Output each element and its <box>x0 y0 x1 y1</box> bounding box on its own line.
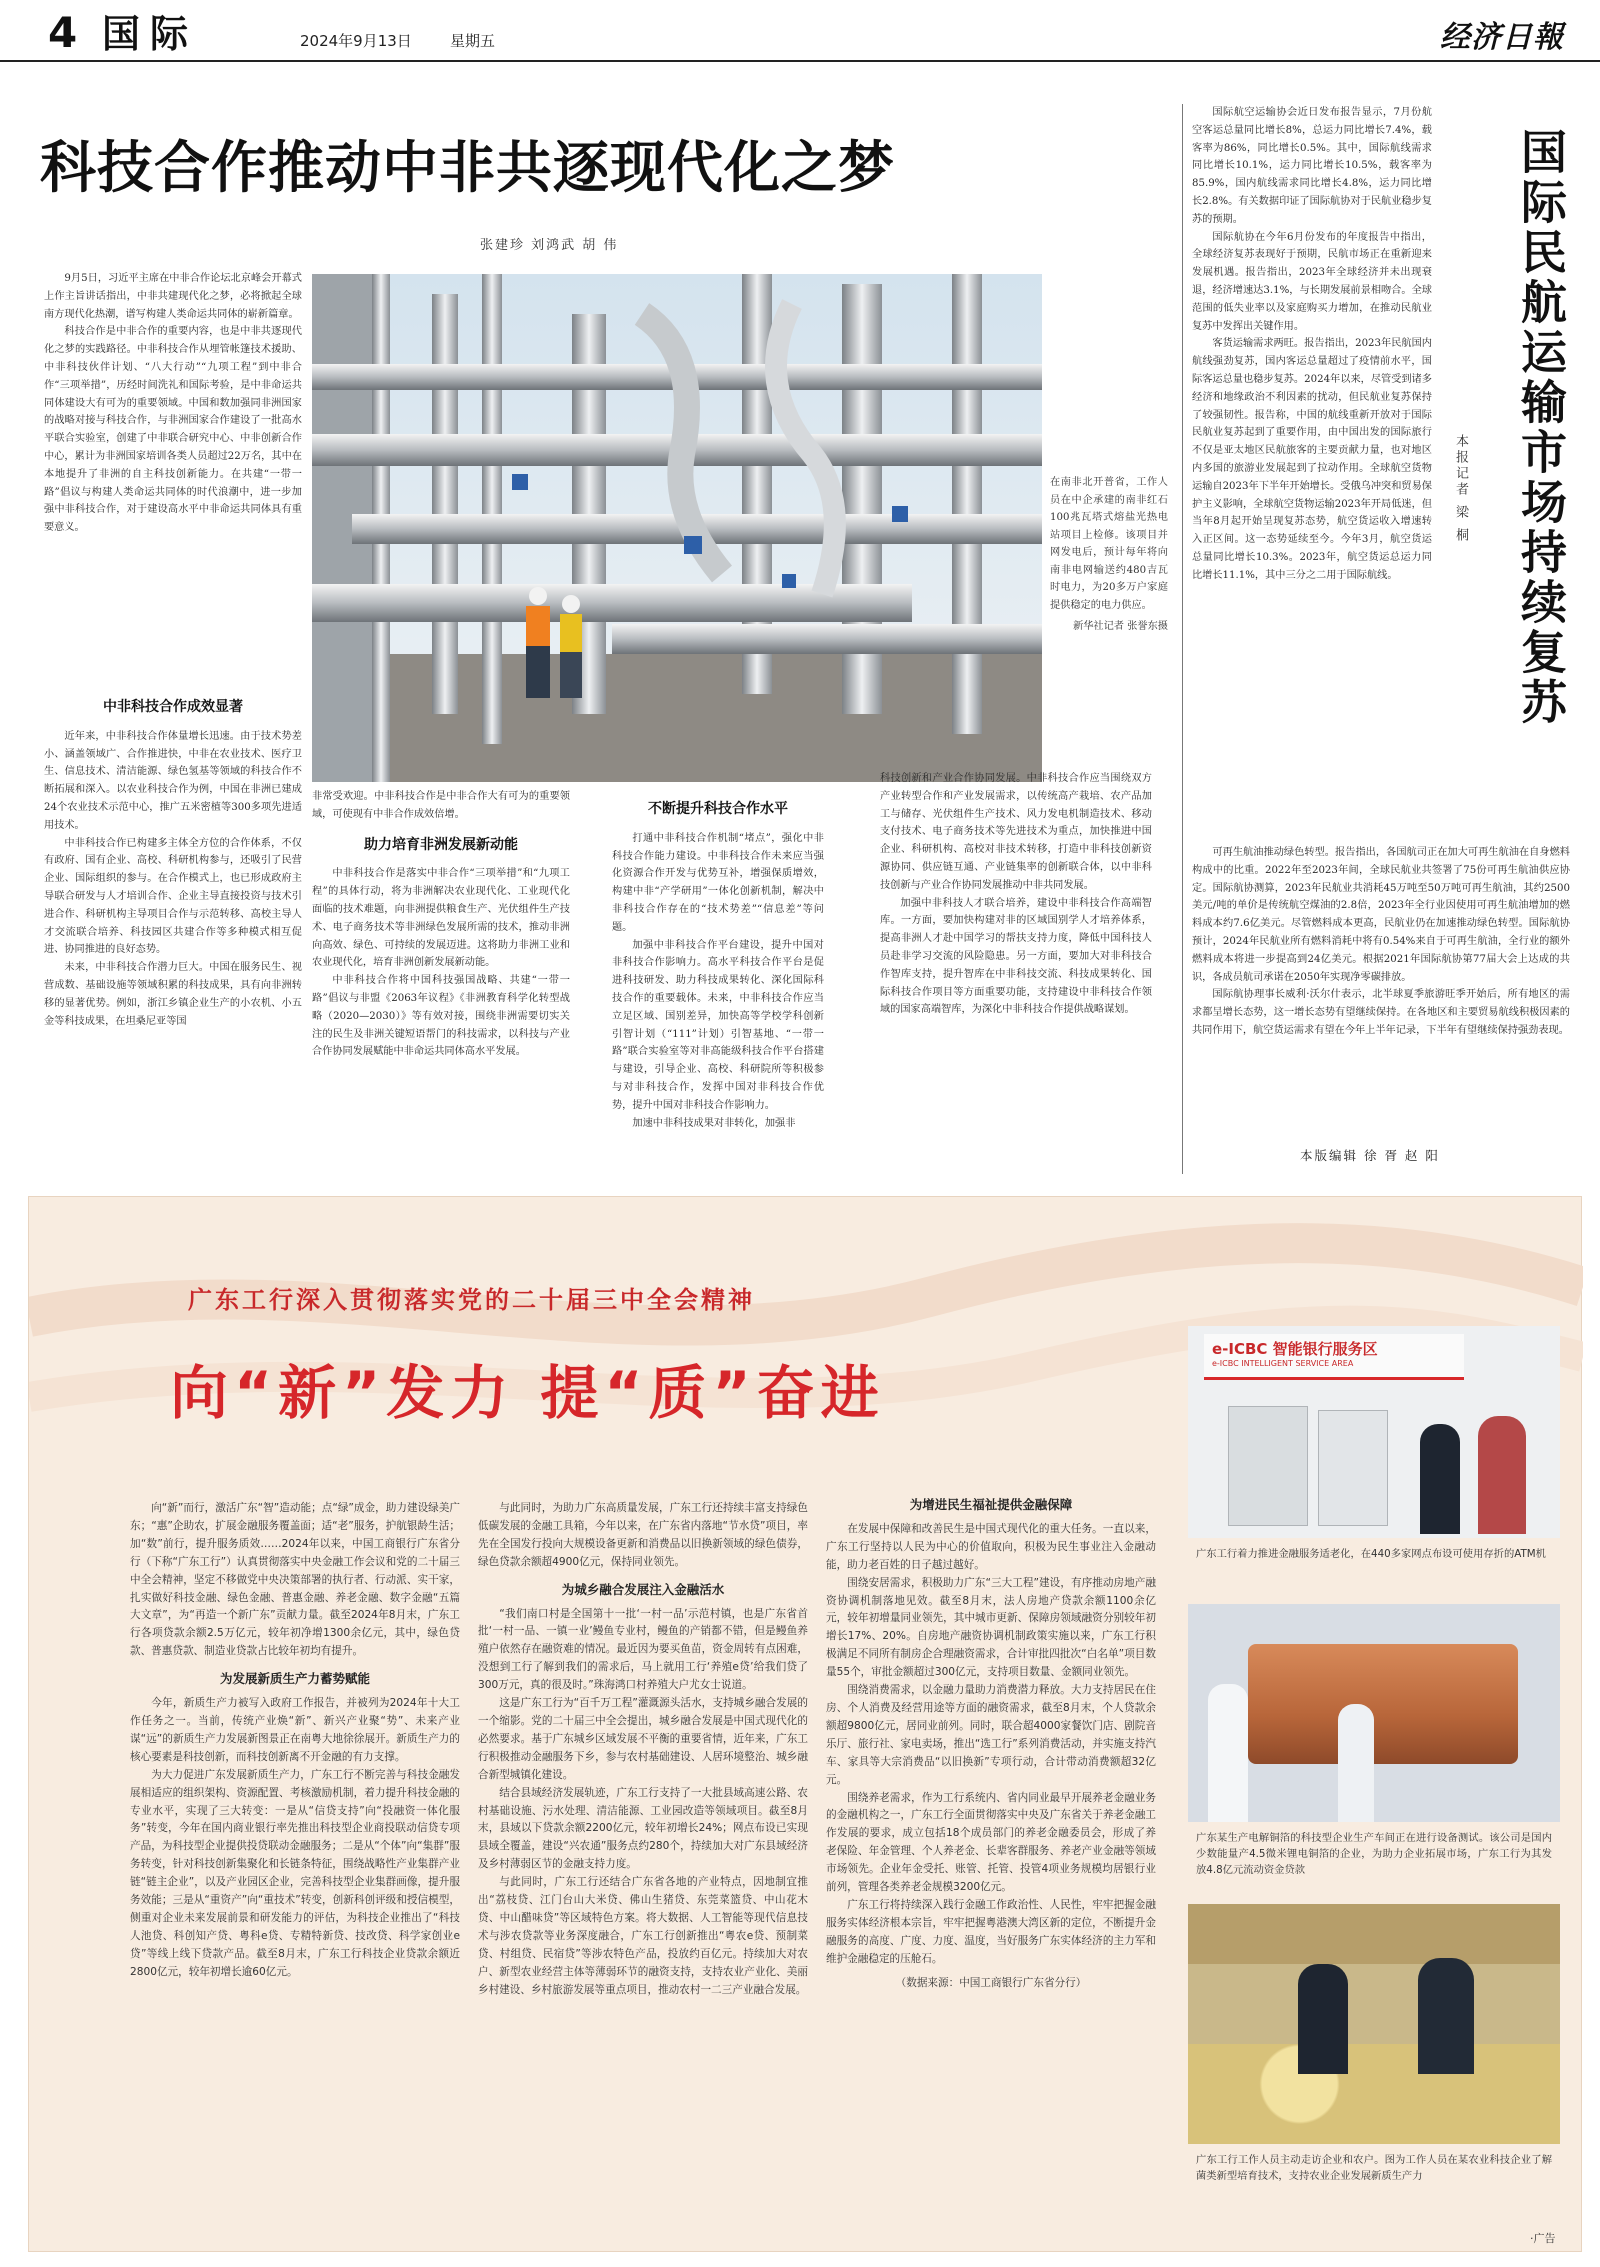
photo-caption-1 <box>1196 1546 1552 1594</box>
lead-byline: 张建珍 刘鸿武 胡 伟 <box>480 238 619 253</box>
lead-subheading-1: 中非科技合作成效显著 <box>103 699 243 715</box>
advert-para-6: 这是广东工行为“百千万工程”灌溉源头活水，支持城乡融合发展的一个缩影。党的二十届三中全会提出，城乡融合发展是中国式现代化的必然要求。基于广东城乡区域发展不平衡的重要省情，近年来，广东工行积极推动金融服务下乡，参与农村基础建设、人居环境整治、城乡融合新型城镇化建设。 <box>478 1697 808 1781</box>
advert-column-3 <box>826 1496 1156 2236</box>
advert-para-8: 与此同时，广东工行还结合广东省各地的产业特点，因地制宜推出“荔枝贷、江门台山大米贷、佛山生猪贷、东莞菜篮贷、中山花木贷、中山醋味贷”等区域特色方案。将大数据、人工智能等现代信息技术与涉农贷款等业务深度融合，广东工行创新推出“粤农e贷、预制菜贷、村组贷、民宿贷”等涉农特色产品，投放约百亿元。持续加大对农户、新型农业经营主体等薄弱环节的融资支持，支持农业产业化、美丽乡村建设、乡村旅游发展等重点项目，推动农村一二三产业融合发展。 <box>478 1876 808 1996</box>
aviation-para-3: 客货运输需求两旺。报告指出，2023年民航国内航线强劲复苏，国内客运总量超过了疫情前水平，国际客运总量也稳步复苏。2024年以来，尽管受到诸多经济和地缘政治不利因素的扰动，但民航业复苏保持了较强韧性。报告称，中国的航线重新开放对于国际民航业复苏起到了重要作用，由中国出发的国际旅行不仅是亚太地区民航旅客的主要贡献力量，也对地区内多国的旅游业发展起到了拉动作用。全球航空货物运输自2023年下半年开始增长。受俄乌冲突和贸易保护主义影响，全球航空货物运输2023年开局低迷，但当年8月起开始呈现复苏态势，航空货运收入增速转入正区间。这一态势延续至今。今年3月，航空货运总量同比增长10.3%。2023年，航空货运总运力同比增长11.1%，其中三分之二用于国际航线。 <box>1192 338 1432 581</box>
lead-para-f: 中非科技合作将中国科技强国战略、共建“一带一路”倡议与非盟《2063年议程》《非洲教育科学化转型战略（2020—2030）》等有效对接，围绕非洲需要切实关注的民生及非洲关键短语帮门的科技需求，以科技与产业合作协同发展赋能中非命运共同体高水平发展。 <box>312 975 570 1058</box>
atm-machine <box>1228 1406 1308 1526</box>
aviation-byline: 本报记者 梁 桐 <box>1453 434 1468 545</box>
bank-sign-subtext: e-ICBC INTELLIGENT SERVICE AREA <box>1212 1359 1354 1368</box>
lead-para-g: 打通中非科技合作机制“堵点”，强化中非科技合作能力建设。中非科技合作未来应当强化资源合作开发与优势互补，增强保质增效，构建中非“产学研用”一体化创新机制，解决中非科技合作存在的“技术势差”“信息差”等问题。 <box>612 832 824 933</box>
advert-kicker: 广东工行深入贯彻落实党的二十届三中全会精神 <box>188 1286 755 1314</box>
photo-caption-3-text: 广东工行工作人员主动走访企业和农户。图为工作人员在某农业科技企业了解菌类新型培育技术，支持农业企业发展新质生产力 <box>1196 2154 1552 2182</box>
aviation-para-5: 国际航协理事长威利·沃尔什表示，北半球夏季旅游旺季开始后，所有地区的需求都呈增长态势，这一增长态势有望继续保持。在各地区和主要贸易航线积极因素的共同作用下，航空货运需求有望在今年上半年记录，下半年有望继续保持强劲表现。 <box>1192 989 1570 1036</box>
photo-caption-2 <box>1196 1830 1552 1894</box>
photo-caption-2-text: 广东某生产电解铜箔的科技型企业生产车间正在进行设备测试。该公司是国内少数能量产4.5微米锂电铜箔的企业，为助力企业拓展市场，广东工行为其发放4.8亿元流动资金贷款 <box>1196 1832 1552 1876</box>
lead-intro-para-1: 9月5日，习近平主席在中非合作论坛北京峰会开幕式上作主旨讲话指出，中非共建现代化之梦，必将掀起全球南方现代化热潮，谱写构建人类命运共同体的崭新篇章。 <box>44 273 302 320</box>
lead-intro-para-2: 科技合作是中非合作的重要内容，也是中非共逐现代化之梦的实践路径。中非科技合作从埋管帐篷技术援助、中非科技伙伴计划、“八大行动”“九项工程”到中非合作“三项举措”，历经时间洗礼和国际考验，是中非命运共同体建设大有可为的重要领域。中国和数加强同非洲国家的战略对接与科技合作，与非洲国家合作建设了一批高水平联合实验室，创建了中非联合研究中心、中非创新合作中心，累计为非洲国家培训各类人员超过22万名，其中在本地提升了非洲的自主科技创新能力。在共建“一带一路”倡议与构建人类命运共同体的时代浪潮中，进一步加强中非科技合作，对于建设高水平中非命运共同体具有重要意义。 <box>44 326 302 534</box>
advert-source: （数据来源：中国工商银行广东省分行） <box>895 1976 1087 1989</box>
aviation-para-4: 可再生航油推动绿色转型。报告指出，各国航司正在加大可再生航油在自身燃料构成中的比重。2022年至2023年间，全球民航业共签署了75份可再生航油供应协定。国际航协测算，2023年民航业共消耗45万吨至50万吨可再生航油，其约2500美元/吨的单价是传统航空煤油的2.8倍，2023年全行业因使用可再生航油增加的燃料成本约7.6亿美元。尽管燃料成本更高，民航业仍在加速推动绿色转型。国际航协预计，2024年民航业所有燃料消耗中将有0.54%来自于可再生航油，全行业的额外燃料成本将进一步提高到24亿美元。根据2021年国际航协第77届大会上达成的共识，各成员航司承诺在2050年实现净零碳排放。 <box>1192 847 1570 983</box>
advert-para-9: 在发展中保障和改善民生是中国式现代化的重大任务。一直以来，广东工行坚持以人民为中心的价值取向，积极为民生事业注入金融动能，助力老百姓的日子越过越好。 <box>826 1522 1156 1571</box>
aviation-column-bottom <box>1192 844 1570 1129</box>
masthead <box>0 0 1600 62</box>
issue-date: 2024年9月13日 <box>300 32 412 50</box>
photo-caption-text: 在南非北开普省，工作人员在中企承建的南非红石100兆瓦塔式熔盐光热电站项目上检修。该项目并网发电后，预计每年将向南非电网输送约480吉瓦时电力，为20多万户家庭提供稳定的电力供应。 <box>1050 477 1168 611</box>
photo-credit: 新华社记者 张誉东摄 <box>1073 621 1168 632</box>
advert-para-12: 围绕养老需求，作为工行系统内、省内同业最早开展养老金融业务的金融机构之一，广东工行全面贯彻落实中央及广东省关于养老金融工作发展的要求，成立包括18个成员部门的养老金融委员会，形成了养老保险、年金管理、个人养老金、长辈客群服务、养老产业金融等领域市场领先。企业年金受托、账管、托管、投管4项业务规模均居银行业前列，管理各类养老金规模3200亿元。 <box>826 1791 1156 1894</box>
page-number: 4 <box>48 8 78 57</box>
lead-para-j: 科技创新和产业合作协同发展。中非科技合作应当围绕双方产业转型合作和产业发展需求，以传统高产栽培、农产品加工与储存、光伏组件生产技术、风力发电机制造技术、移动支付技术、电子商务技术等先进技术为重点，加快推进中国企业、科研机构、高校对非技术转移，打造中非科技创新资源协同、供应链互通、产业链集率的创新联合体，以中非科技创新与产业合作协同发展推动中非共同发展。 <box>880 773 1152 891</box>
photo-caption-1-text: 广东工行着力推进金融服务适老化，在440多家网点布设可使用存折的ATM机 <box>1196 1548 1546 1560</box>
page-editors: 本版编辑 徐 胥 赵 阳 <box>1300 1148 1440 1163</box>
advert-para-3: 为大力促进广东发展新质生产力，广东工行不断完善与科技金融发展相适应的组织架构、资源配置、考核激励机制，着力提升科技金融的专业水平，实现了三大转变：一是从“信贷支持”向“投融资一体化服务”转变，今年在国内商业银行率先推出科技型企业商投联动信贷专项产品，为科技型企业提供投贷联动金融服务；二是从“个体”向“集群”服务转变，针对科技创新集聚化和长链条特征，围绕战略性产业集群产业链“链主企业”，以及产业园区企业，完善科技型企业集群画像，提升服务效能；三是从“重资产”向“重技术”转变，创新科创评级和授信模型，侧重对企业未来发展前景和研发能力的评估，为科技企业推出了“科技人池贷、科创知产贷、粤科e贷、专精特新贷、技改贷、科学家创业e贷”等线上线下贷款产品。截至8月末，广东工行科技企业贷款余额近2800亿元，较年初增长逾60亿元。 <box>130 1768 460 1978</box>
lead-para-k: 加强中非科技人才联合培养，建设中非科技合作高端智库。一方面，要加快构建对非的区域国别学人才培养体系，提高非洲人才赴中国学习的帮扶支持力度，降低中国科技人员赴非学习交流的风险隐患。另一方面，要加大对非科技合作智库支持，提升智库在中非科技交流、科技成果转化、国际科技合作项目等方面重要功能，支持建设中非科技合作领域的国家高端智库，为深化中非科技合作提供战略谋划。 <box>880 897 1152 1016</box>
advert-para-7: 结合县域经济发展轨迹，广东工行支持了一大批县域高速公路、农村基础设施、污水处理、清洁能源、工业园改造等领域项目。截至8月末，县域以下贷款余额2200亿元，较年初增长24%；网点布设已实现县域全覆盖，建设“兴农通”服务点约280个，持续加大对广东县域经济及乡村薄弱区节的金融支持力度。 <box>478 1786 808 1871</box>
advert-column-2 <box>478 1500 808 2230</box>
staff-figure <box>1298 1964 1348 2074</box>
advert-mark: ·广告 <box>1530 2232 1556 2245</box>
lead-para-d: 非常受欢迎。中非科技合作是中非合作大有可为的重要领域，可使现有中非合作成效倍增。 <box>312 791 570 820</box>
section-name: 国际 <box>102 11 199 56</box>
staff-figure <box>1418 1958 1474 2074</box>
advert-subheading-2: 为城乡融合发展注入金融活水 <box>561 1581 725 1597</box>
advert-para-2: 今年，新质生产力被写入政府工作报告，并被列为2024年十大工作任务之一。当前，传统产业焕“新”、新兴产业聚“势”、未来产业谋“远”的新质生产力发展新图景正在南粤大地徐徐展开。新质生产力的核心要素是科技创新，而科技创新离不开金融的有力支撑。 <box>130 1697 460 1763</box>
advert-para-10: 围绕安居需求，积极助力广东“三大工程”建设，有序推动房地产融资协调机制落地见效。截至8月末，法人房地产贷款余额1100余亿元，较年初增量同业领先，其中城市更新、保障房领域融资分别较年初增长17%、20%。自房地产融资协调机制政策实施以来，广东工行积极满足不同所有制房企合理融资需求，合计审批四批次“白名单”项目数量55个，审批金额超过300亿元，支持项目数量、金额同业领先。 <box>826 1576 1156 1679</box>
newspaper-logo: 经济日報 <box>1440 20 1564 55</box>
issue-weekday: 星期五 <box>450 32 496 50</box>
lead-column-1 <box>44 686 302 1161</box>
bank-sign-text: e-ICBC 智能银行服务区 <box>1212 1340 1378 1358</box>
atm-machine <box>1318 1410 1388 1526</box>
solar-plant-illustration <box>312 274 1042 782</box>
lead-para-i: 加速中非科技成果对非转化，加强非 <box>632 1117 796 1129</box>
mushroom-farm-photo <box>1188 1904 1560 2144</box>
advert-subheading-3: 为增进民生福祉提供金融保障 <box>909 1497 1073 1512</box>
photo-caption-3 <box>1196 2152 1552 2216</box>
advert-para-1: 向“新”而行，激活广东“智”造动能；点“绿”成金，助力建设绿美广东；“惠”企助农，扩展金融服务覆盖面；适“老”服务，护航银龄生活；加“数”前行，提升服务质效……2024年以来，中国工商银行广东省分行（下称“广东工行”）认真贯彻落实中央金融工作会议和党的二十届三中全会精神，坚定不移做党中央决策部署的执行者、行动派、实干家，扎实做好科技金融、绿色金融、普惠金融、养老金融、数字金融“五篇大文章”，为“再造一个新广东”贡献力量。截至2024年8月末，广东工行各项贷款余额2.5万亿元，较年初净增1300余亿元，其中，绿色贷款、普惠贷款、制造业贷款占比较年初均有提升。 <box>130 1502 460 1658</box>
photo-caption <box>1050 474 1168 636</box>
advert-column-1 <box>130 1500 460 2230</box>
worker-figure <box>1208 1684 1248 1822</box>
advert-para-5: “我们南口村是全国第十一批‘一村一品’示范村镇，也是广东省首批‘一村一品、一镇一业’鳗鱼专业村，鳗鱼的产销都不错，但是鳗鱼养殖户依然存在融资难的情况。最近因为要买鱼苗，资金周转有点困难，没想到工行了解到我们的需求后，马上就用工行‘养殖e贷’给我们贷了300万元，真的很及时。”珠海鸿口村养殖大户尤女士说道。 <box>478 1607 808 1692</box>
staff-figure <box>1420 1424 1460 1534</box>
column-rule-right <box>1182 104 1183 1174</box>
aviation-para-2: 国际航协在今年6月份发布的年度报告中指出，全球经济复苏表现好于预期，民航市场正在重新迎来发展机遇。报告指出，2023年全球经济并未出现衰退，经济增速达3.1%，与长期发展前景相吻合。全球范围的低失业率以及家庭购买力增加，在推动民航业复苏中发挥出关键作用。 <box>1192 231 1432 332</box>
advert-para-4: 与此同时，为助力广东高质量发展，广东工行还持续丰富支持绿色低碳发展的金融工具箱，今年以来，在广东省内落地“节水贷”项目，率先在全国发行投向大规模设备更新和消费品以旧换新领域的绿色债券，绿色贷款余额超4900亿元，保持同业领先。 <box>478 1502 808 1568</box>
copper-roll <box>1248 1644 1518 1764</box>
lead-para-h: 加强中非科技合作平台建设，提升中国对非科技合作影响力。高水平科技合作平台是促进科技研发、助力科技成果转化、深化国际科技合作的重要载体。未来，中非科技合作应当立足区域、国别差异，加快高等学校学科创新引智计划（“111”计划）引智基地、“一带一路”联合实验室等对非高能级科技合作平台搭建与建设，引导企业、高校、科研院所等积极参与对非科技合作，发挥中国对非科技合作优势，提升中国对非科技合作影响力。 <box>612 939 824 1111</box>
copper-foil-factory-photo <box>1188 1604 1560 1822</box>
mushroom-tray <box>1188 2044 1560 2144</box>
aviation-headline: 国际民航运输市场持续复苏 <box>1514 128 1568 728</box>
lead-para-c: 未来，中非科技合作潜力巨大。中国在服务民生、视营成数、基础设施等领域积累的科技成果，具有向非洲转移的显著优势。例如，浙江乡镇企业生产的小农机、小五金等科技成果，在坦桑尼亚等国 <box>44 962 302 1027</box>
shelf <box>1188 1904 1560 1964</box>
solar-plant-photo <box>312 274 1042 782</box>
lead-para-a: 近年来，中非科技合作体量增长迅速。由于技术势差小、涵盖领域广、合作推进快，中非在农业技术、医疗卫生、信息技术、清洁能源、绿色氢基等领域的科技合作不断拓展和深入。以农业科技合作为例，中国在非洲已建成24个农业技术示范中心，推广五米密植等300多项先进适用技术。 <box>44 730 302 831</box>
advert-headline: 向“新”发力 提“质”奋进 <box>170 1359 885 1427</box>
aviation-para-1: 国际航空运输协会近日发布报告显示，7月份航空客运总量同比增长8%，总运力同比增长7.4%，载客率为86%，同比增长0.5%。其中，国际航线需求同比增长10.1%，运力同比增长10.5%，载客率为85.9%，国内航线需求同比增长4.8%，运力同比增长2.8%。有关数据印证了国际航协对于民航业稳步复苏的预期。 <box>1192 107 1432 225</box>
advert-para-11: 围绕消费需求，以金融力量助力消费潜力释放。大力支持居民在住房、个人消费及经营用途等方面的融资需求，截至8月末，个人贷款余额超9800亿元，居同业前列。同时，联合超4000家餐饮门店、剧院音乐厅、旅行社、家电卖场，推出“选工行”系列消费活动，并实施支持汽车、家具等大宗消费品“以旧换新”专项行动，合计带动消费额超32亿元。 <box>826 1684 1156 1786</box>
masthead-rule <box>0 60 1600 62</box>
lead-column-3 <box>612 788 824 1160</box>
lead-subheading-3: 不断提升科技合作水平 <box>648 801 788 817</box>
atm-service-photo <box>1188 1326 1560 1538</box>
lead-headline: 科技合作推动中非共逐现代化之梦 <box>40 136 895 201</box>
worker-figure <box>1338 1704 1374 1822</box>
lead-para-e: 中非科技合作是落实中非合作“三项举措”和“九项工程”的具体行动，将为非洲解决农业现代化、工业现代化面临的技术难题，向非洲提供粮食生产、光伏组件生产技术、电子商务技术等非洲绿色发展所需的技术，推动非洲向高效、绿色、可持续的发展迈进。这将助力非洲工业和农业现代化，培育非洲创新发展新动能。 <box>312 868 570 969</box>
lead-para-b: 中非科技合作已构建多主体全方位的合作体系，不仅有政府、国有企业、高校、科研机构参与，还吸引了民营企业、国际组织的参与。在合作模式上，也已形成政府主导联合研发与人才培训合作、企业主导直接投资与技术引进合作、科研机构主导项目合作与示范转移、高校主导人才交流联合培养、科技园区共建合作等多种模式相互促进、协同推进的良好态势。 <box>44 837 302 956</box>
lead-column-2 <box>312 788 570 1160</box>
advert-para-13: 广东工行将持续深入践行金融工作政治性、人民性，牢牢把握金融服务实体经济根本宗旨，牢牢把握粤港澳大湾区新的定位，不断提升金融服务的高度、广度、力度、温度，当好服务广东实体经济的主力军和维护金融稳定的压舱石。 <box>826 1898 1156 1965</box>
bank-sign <box>1204 1334 1464 1380</box>
lead-subheading-2: 助力培育非洲发展新动能 <box>364 836 518 853</box>
aviation-column-top <box>1192 104 1432 844</box>
lead-intro-column <box>44 270 302 692</box>
customer-figure <box>1478 1416 1526 1534</box>
advert-subheading-1: 为发展新质生产力蓄势赋能 <box>219 1671 370 1687</box>
lead-column-4 <box>880 770 1152 1160</box>
